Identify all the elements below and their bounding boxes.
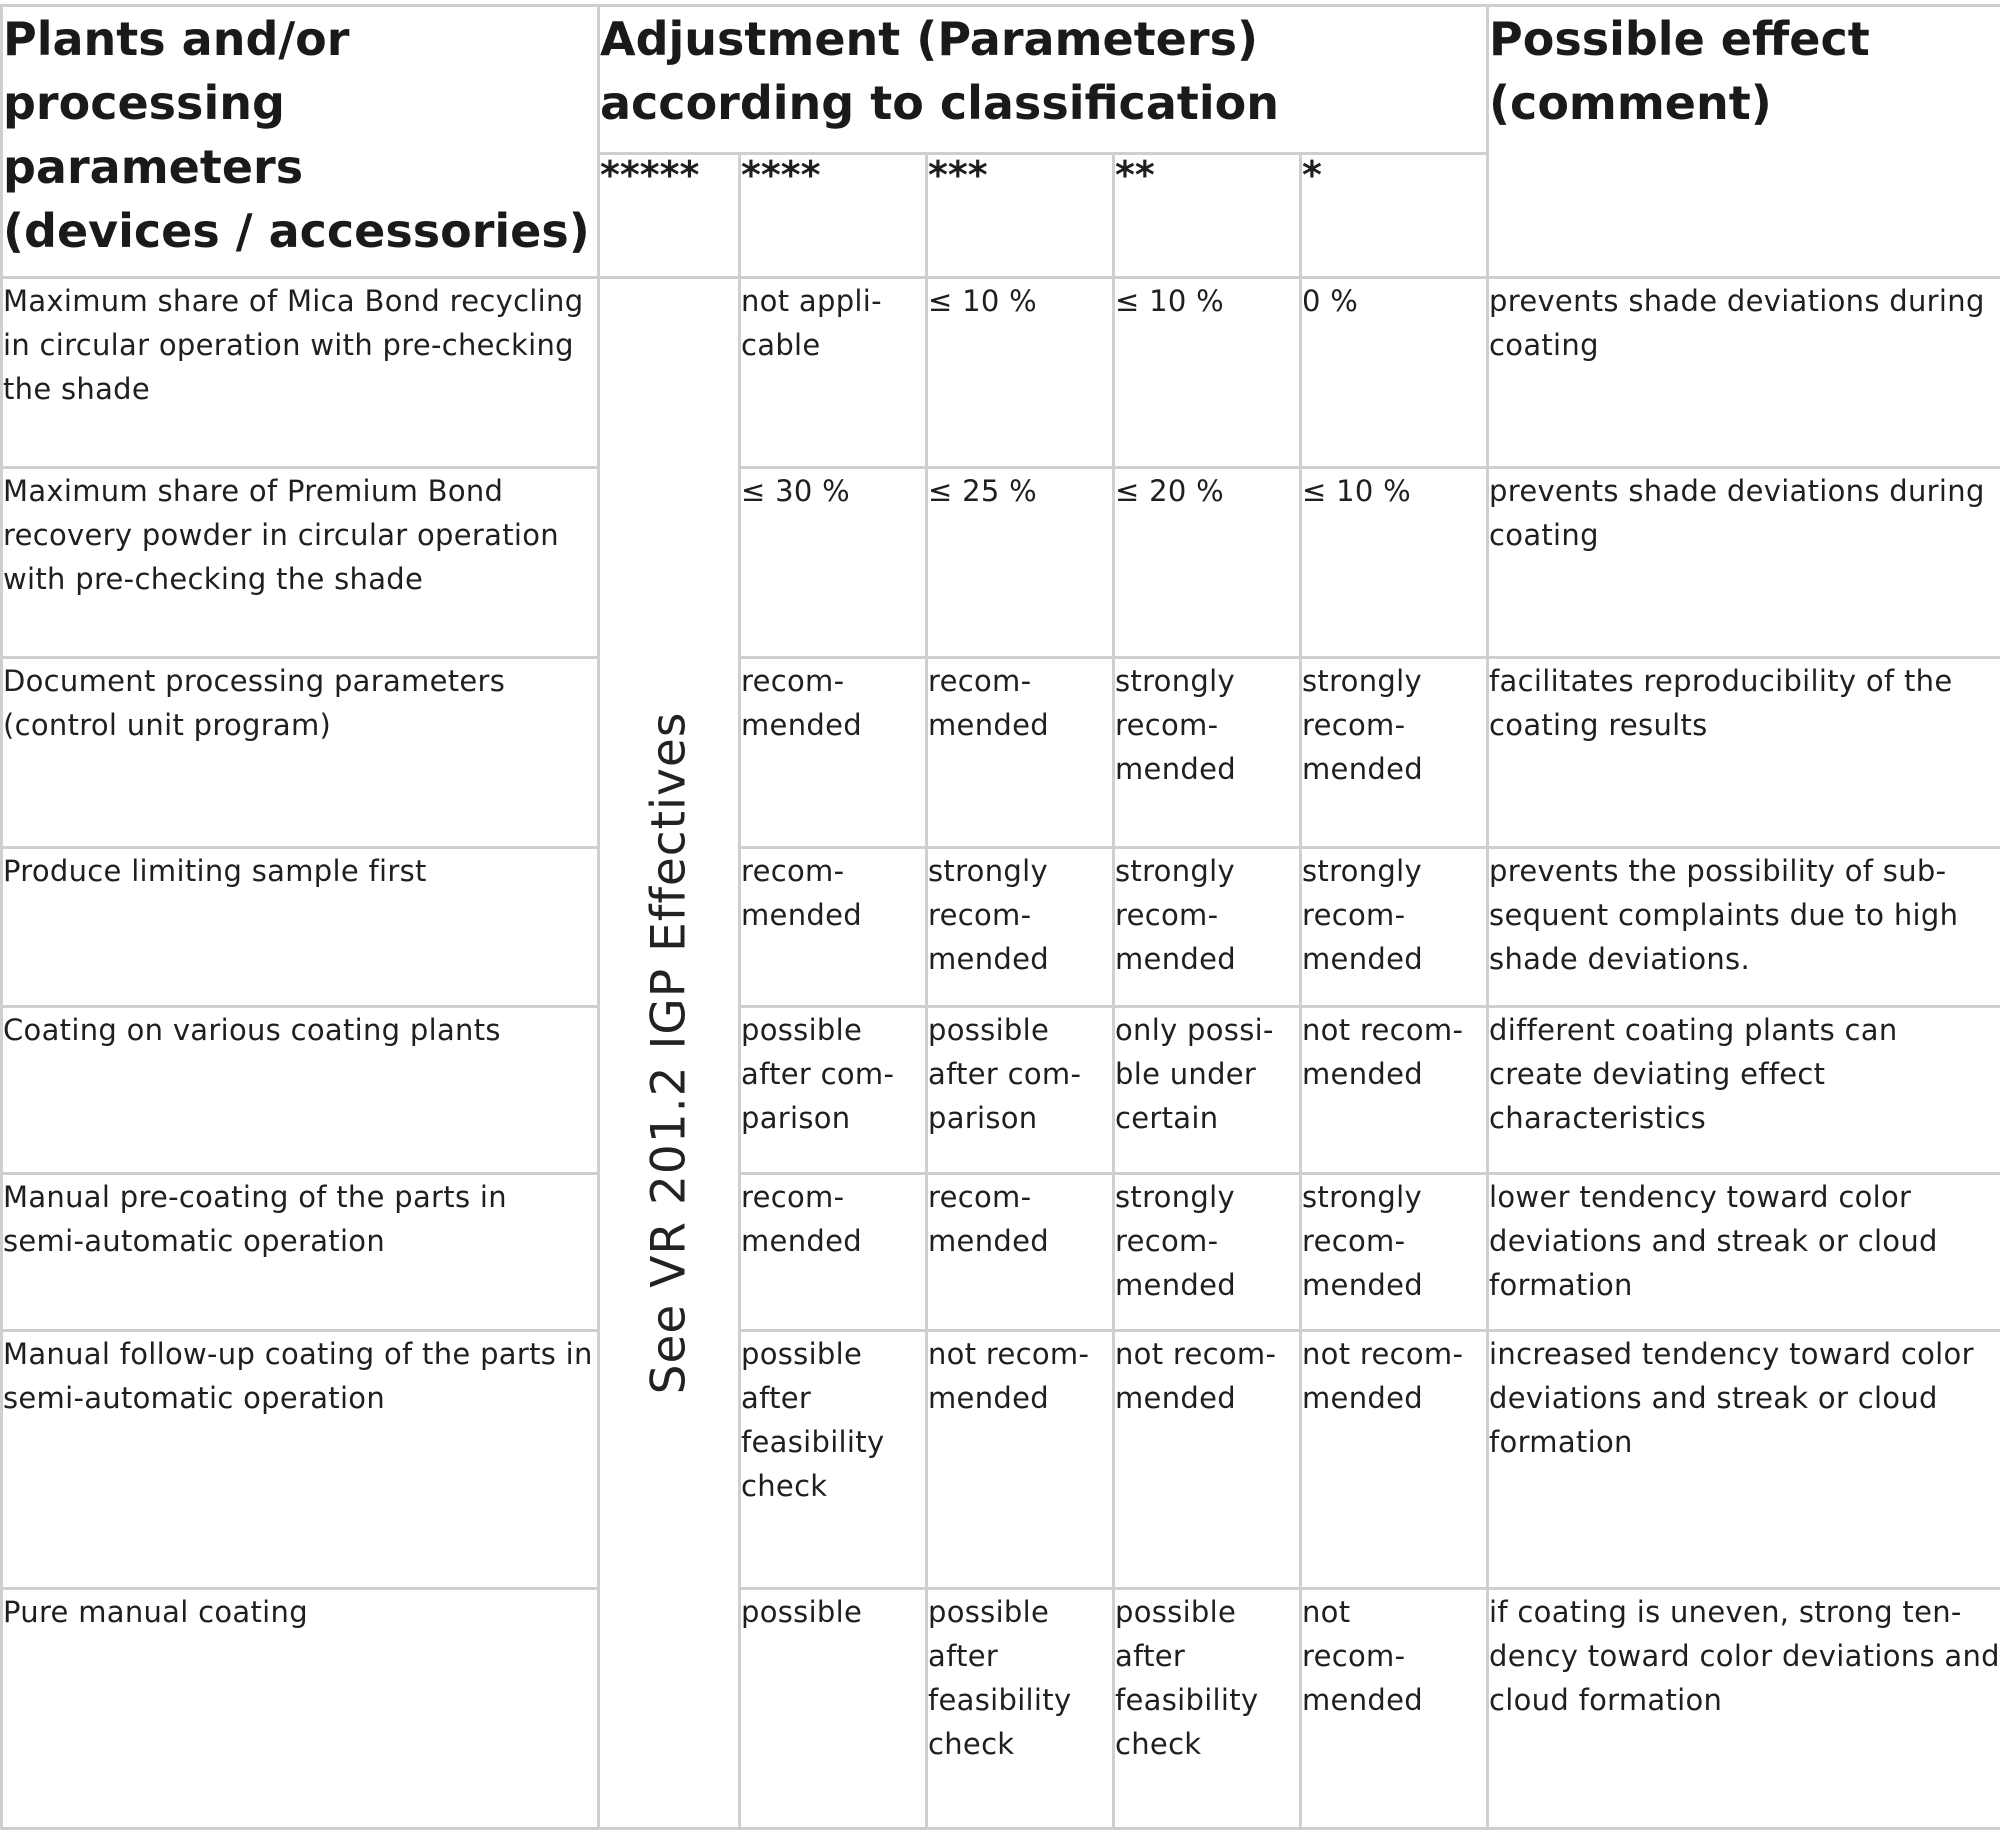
table-row bbox=[2, 1007, 2000, 1174]
table-row bbox=[2, 278, 2000, 468]
row-effect: prevents the possibility of sub- sequent complaints due to high shade deviations. bbox=[1488, 848, 2000, 1007]
header-adjustment-text: Adjustment (Parameters) according to classification bbox=[600, 12, 1279, 130]
row-value: recom- mended bbox=[927, 1174, 1114, 1331]
class-4-stars: **** bbox=[740, 154, 927, 278]
row-value: not recom- mended bbox=[1114, 1331, 1301, 1589]
row-value: ≤ 10 % bbox=[1301, 468, 1488, 658]
row-value: possible after feasibility check bbox=[927, 1589, 1114, 1829]
row-value: ≤ 10 % bbox=[1114, 278, 1301, 468]
row-value: not recom- mended bbox=[1301, 1331, 1488, 1589]
row-value: not recom- mended bbox=[1301, 1007, 1488, 1174]
row-effect: lower tendency toward color deviations and streak or cloud formation bbox=[1488, 1174, 2000, 1331]
row-parameter: Maximum share of Mica Bond recycling in circular operation with pre-checking the shade bbox=[2, 278, 599, 468]
row-value: 0 % bbox=[1301, 278, 1488, 468]
row-value: possible after com- parison bbox=[740, 1007, 927, 1174]
classification-table bbox=[0, 4, 2000, 1830]
header-effect-text: Possible effect (comment) bbox=[1489, 12, 1870, 130]
row-value: strongly recom- mended bbox=[1114, 1174, 1301, 1331]
row-value: ≤ 25 % bbox=[927, 468, 1114, 658]
row-value: ≤ 10 % bbox=[927, 278, 1114, 468]
row-value: not recom- mended bbox=[1301, 1589, 1488, 1829]
row-parameter: Coating on various coating plants bbox=[2, 1007, 599, 1174]
class-1-star: * bbox=[1301, 154, 1488, 278]
row-value: strongly recom- mended bbox=[927, 848, 1114, 1007]
row-value: not recom- mended bbox=[927, 1331, 1114, 1589]
row-value: strongly recom- mended bbox=[1114, 848, 1301, 1007]
header-effect bbox=[1488, 6, 2000, 278]
row-value: possible after feasibility check bbox=[1114, 1589, 1301, 1829]
header-parameters bbox=[2, 6, 599, 278]
row-value: possible after feasibility check bbox=[740, 1331, 927, 1589]
row-value: strongly recom- mended bbox=[1301, 1174, 1488, 1331]
row-effect: prevents shade deviations during coating bbox=[1488, 468, 2000, 658]
table-row bbox=[2, 848, 2000, 1007]
row-effect: facilitates reproducibility of the coating results bbox=[1488, 658, 2000, 848]
row-effect: if coating is uneven, strong ten- dency toward color deviations and cloud formation bbox=[1488, 1589, 2000, 1829]
class-2-stars: ** bbox=[1114, 154, 1301, 278]
row-parameter: Pure manual coating bbox=[2, 1589, 599, 1829]
table-row bbox=[2, 1331, 2000, 1589]
see-reference-column bbox=[599, 278, 740, 1829]
table-row bbox=[2, 1174, 2000, 1331]
row-value: possible after com- parison bbox=[927, 1007, 1114, 1174]
table-row bbox=[2, 468, 2000, 658]
table-row bbox=[2, 1589, 2000, 1829]
row-parameter: Produce limiting sample first bbox=[2, 848, 599, 1007]
row-value: ≤ 20 % bbox=[1114, 468, 1301, 658]
row-effect: prevents shade deviations during coating bbox=[1488, 278, 2000, 468]
row-value: recom- mended bbox=[740, 658, 927, 848]
row-parameter: Manual pre-coating of the parts in semi-automatic operation bbox=[2, 1174, 599, 1331]
table-row bbox=[2, 658, 2000, 848]
row-effect: different coating plants can create deviating effect characteristics bbox=[1488, 1007, 2000, 1174]
row-value: possible bbox=[740, 1589, 927, 1829]
header-adjustment bbox=[599, 6, 1488, 154]
row-value: recom- mended bbox=[740, 1174, 927, 1331]
row-value: only possi- ble under certain bbox=[1114, 1007, 1301, 1174]
row-parameter: Document processing parameters (control unit program) bbox=[2, 658, 599, 848]
header-parameters-text: Plants and/or processing parameters (devices / accessories) bbox=[3, 12, 590, 258]
row-value: strongly recom- mended bbox=[1114, 658, 1301, 848]
class-3-stars: *** bbox=[927, 154, 1114, 278]
see-reference-text: See VR 201.2 IGP Effectives bbox=[641, 711, 697, 1395]
row-effect: increased tendency toward color deviations and streak or cloud formation bbox=[1488, 1331, 2000, 1589]
row-value: strongly recom- mended bbox=[1301, 848, 1488, 1007]
row-value: ≤ 30 % bbox=[740, 468, 927, 658]
row-value: recom- mended bbox=[740, 848, 927, 1007]
row-value: recom- mended bbox=[927, 658, 1114, 848]
row-value: not appli- cable bbox=[740, 278, 927, 468]
class-5-stars: ***** bbox=[599, 154, 740, 278]
row-parameter: Maximum share of Premium Bond recovery powder in circular operation with pre-checking the shade bbox=[2, 468, 599, 658]
row-value: strongly recom- mended bbox=[1301, 658, 1488, 848]
row-parameter: Manual follow-up coating of the parts in semi-automatic operation bbox=[2, 1331, 599, 1589]
